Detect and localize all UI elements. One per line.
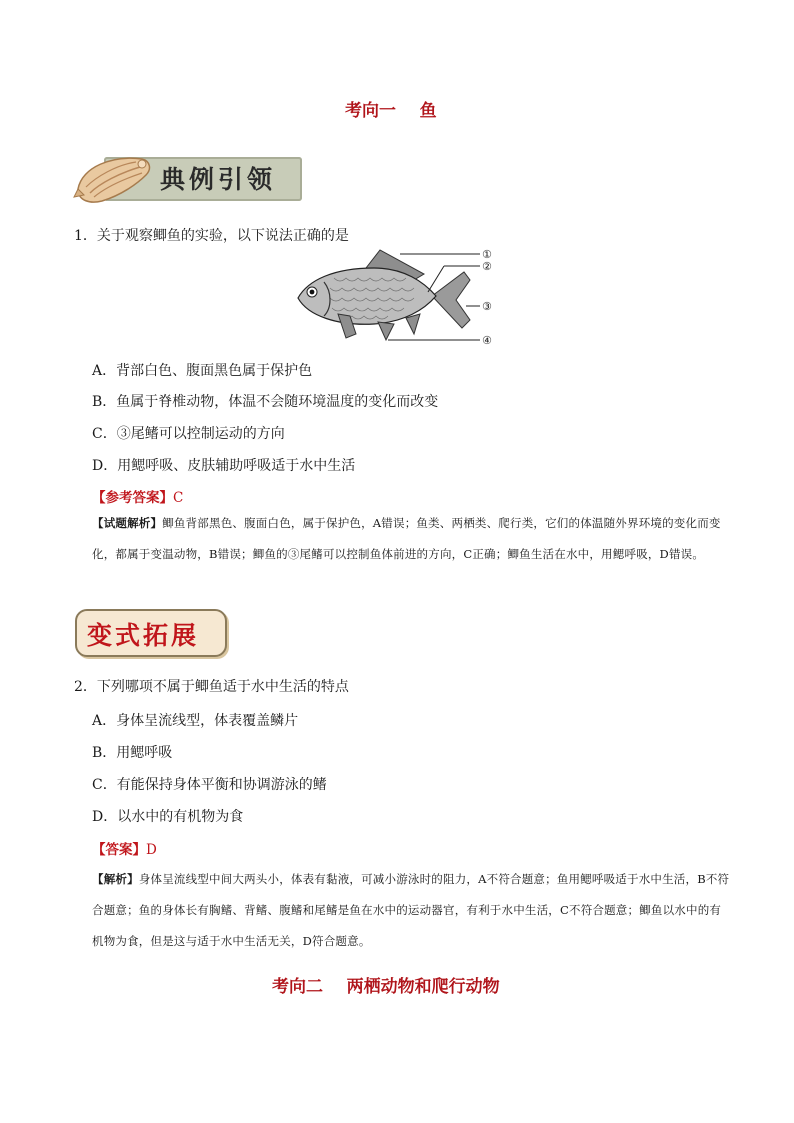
section-title-fish: 考向一 鱼 [345,101,437,121]
question-1-option-c: C．③尾鳍可以控制运动的方向 [92,426,285,442]
example-banner-label: 典例引领 [160,165,277,194]
question-1-explanation [92,508,732,570]
explanation-tag: 【试题解析】 [92,516,163,530]
explanation-text: 身体呈流线型中间大两头小，体表有黏液，可减小游泳时的阻力，A不符合题意；鱼用鳃呼吸适于水中生活，B不符合题意；鱼的身体长有胸鳍、背鳍、腹鳍和尾鳍是鱼在水中的运动器官，有利于水中生活，C不符合题意；鲫鱼以水中的有机物为食，但是这与适于水中生活无关，D符合题意。 [92,872,730,948]
question-2-option-c: C．有能保持身体平衡和协调游泳的鳍 [92,777,327,793]
question-2-option-a: A．身体呈流线型，体表覆盖鳞片 [92,713,299,729]
question-2-explanation [92,864,732,957]
question-1-stem: 1．关于观察鲫鱼的实验，以下说法正确的是 [74,228,349,244]
explanation-tag: 【解析】 [92,872,139,886]
question-2-option-d: D．以水中的有机物为食 [92,809,244,825]
variant-banner [75,609,227,657]
answer-tag: 【参考答案】 [92,490,173,506]
explanation-text: 鲫鱼背部黑色、腹面白色，属于保护色，A错误；鱼类、两栖类、爬行类，它们的体温随外界环境的变化而变化，都属于变温动物，B错误；鲫鱼的③尾鳍可以控制鱼体前进的方向，C正确；鲫鱼生活在水中，用鳃呼吸，D错误。 [92,516,721,561]
carp-illustration [298,250,470,340]
variant-banner-label: 变式拓展 [87,621,200,650]
fish-diagram [294,244,499,352]
question-2-option-b: B．用鳃呼吸 [92,745,173,761]
fish-label-2: ② [482,260,492,273]
question-1-answer [92,486,183,506]
conch-shell-icon [72,149,154,207]
question-1-option-d: D．用鳃呼吸、皮肤辅助呼吸适于水中生活 [92,458,356,474]
question-2-answer [92,838,157,858]
question-1-option-a: A．背部白色、腹面黑色属于保护色 [92,363,313,379]
question-2-stem: 2．下列哪项不属于鲫鱼适于水中生活的特点 [74,679,349,695]
answer-tag: 【答案】 [92,842,146,858]
answer-value: D [146,842,157,858]
section-title-amphibians-reptiles: 考向二 两栖动物和爬行动物 [272,977,500,997]
fish-label-4: ④ [482,334,492,347]
fish-label-3: ③ [482,300,492,313]
answer-value: C [173,490,184,506]
fish-label-1: ① [482,248,492,261]
question-1-option-b: B．鱼属于脊椎动物，体温不会随环境温度的变化而改变 [92,394,439,410]
example-banner [72,147,302,207]
